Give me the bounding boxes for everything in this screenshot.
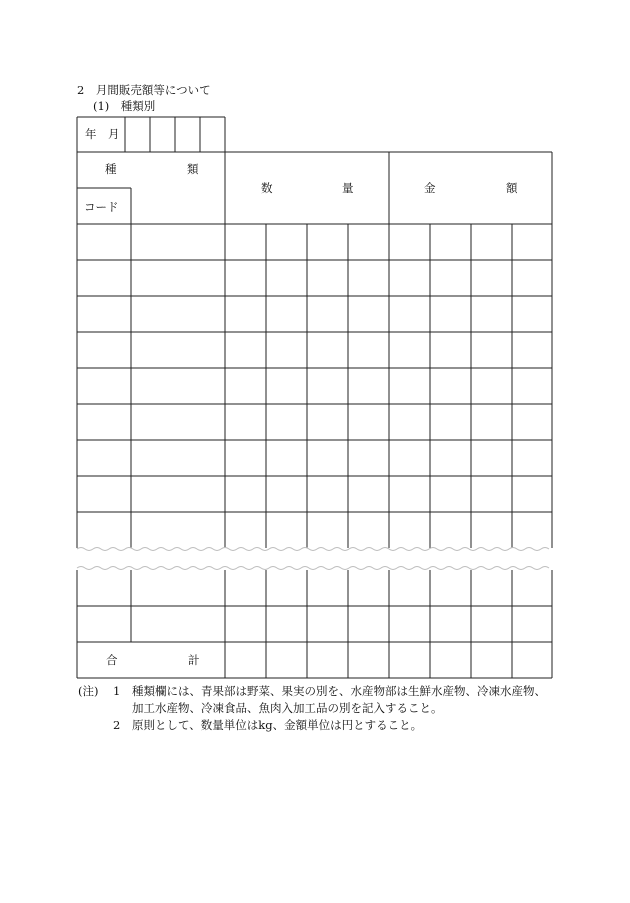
table-break-mark [77,548,549,570]
amount-header-left: 金 [424,181,436,195]
type-header-right: 類 [187,162,199,176]
subsection-heading: (1) 種類別 [93,99,156,113]
note1-line1: 種類欄には、青果部は野菜、果実の別を、水産物部は生鮮水産物、冷凍水産物、 [132,684,546,698]
note2-text: 原則として、数量単位はkg、金額単位は円とすること。 [132,718,423,732]
total-label-left: 合 [106,653,118,667]
note1-number: 1 [113,684,121,698]
quantity-header-left: 数 [261,181,273,195]
notes-prefix: (注) [78,684,99,698]
amount-header-right: 額 [506,181,518,195]
note2-number: 2 [113,718,121,732]
type-header-left: 種 [105,162,117,176]
total-label-right: 計 [188,653,200,667]
code-header: コード [84,200,119,214]
year-month-label: 年 月 [85,127,120,141]
quantity-header-right: 量 [342,181,354,195]
section-heading: 2 月間販売額等について [77,83,211,97]
main-table-upper [77,152,552,548]
note1-line2: 加工水産物、冷凍食品、魚肉入加工品の別を記入すること。 [132,701,443,715]
main-table-lower [77,570,552,678]
